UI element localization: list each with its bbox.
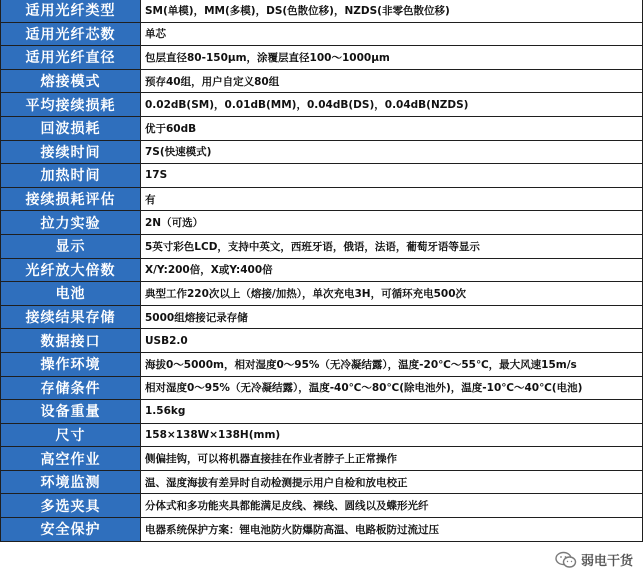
spec-label: 适用光纤直径 (1, 46, 141, 70)
spec-row (1, 116, 643, 140)
spec-value: 分体式和多功能夹具都能满足皮线、裸线、圆线以及蝶形光纤 (141, 494, 643, 518)
spec-label: 回波损耗 (1, 116, 141, 140)
spec-row (1, 282, 643, 306)
watermark-text: 弱电干货 (580, 554, 633, 569)
spec-label: 安全保护 (1, 518, 141, 542)
spec-label: 接续时间 (1, 140, 141, 164)
spec-value: 海拔0～5000m，相对湿度0～95%（无冷凝结露），温度-20℃～55℃，最大风速15m/s (141, 352, 643, 376)
spec-value: 0.02dB(SM)，0.01dB(MM)，0.04dB(DS)，0.04dB(NZDS) (141, 93, 643, 117)
spec-row (1, 400, 643, 424)
spec-row (1, 376, 643, 400)
spec-label: 尺寸 (1, 423, 141, 447)
spec-row (1, 423, 643, 447)
watermark (553, 549, 637, 570)
spec-row (1, 22, 643, 46)
spec-label: 光纤放大倍数 (1, 258, 141, 282)
spec-label: 显示 (1, 234, 141, 258)
spec-label: 设备重量 (1, 400, 141, 424)
spec-label: 接续结果存储 (1, 305, 141, 329)
wechat-icon (555, 551, 577, 569)
spec-row (1, 46, 643, 70)
spec-value: 7S(快速模式) (141, 140, 643, 164)
spec-value: 相对湿度0～95%（无冷凝结露），温度-40℃～80℃(除电池外)，温度-10℃～40℃(电池) (141, 376, 643, 400)
spec-label: 熔接模式 (1, 69, 141, 93)
spec-value: 温、湿度海拔有差异时自动检测提示用户自检和放电校正 (141, 470, 643, 494)
spec-label: 接续损耗评估 (1, 187, 141, 211)
spec-row (1, 494, 643, 518)
spec-value: 1.56kg (141, 400, 643, 424)
spec-row (1, 329, 643, 353)
spec-label: 存储条件 (1, 376, 141, 400)
spec-row (1, 0, 643, 22)
spec-row (1, 305, 643, 329)
spec-row (1, 447, 643, 471)
spec-value: 5000组熔接记录存储 (141, 305, 643, 329)
spec-label: 数据接口 (1, 329, 141, 353)
spec-label: 多选夹具 (1, 494, 141, 518)
spec-value: 优于60dB (141, 116, 643, 140)
spec-value: 包层直径80-150μm，涂覆层直径100～1000μm (141, 46, 643, 70)
spec-value: 侧偏挂钩，可以将机器直接挂在作业者脖子上正常操作 (141, 447, 643, 471)
spec-value: USB2.0 (141, 329, 643, 353)
spec-label: 适用光纤类型 (1, 0, 141, 22)
spec-value: X/Y:200倍，X或Y:400倍 (141, 258, 643, 282)
spec-value: 电器系统保护方案：锂电池防火防爆防高温、电路板防过流过压 (141, 518, 643, 542)
spec-label: 高空作业 (1, 447, 141, 471)
spec-row (1, 234, 643, 258)
spec-label: 平均接续损耗 (1, 93, 141, 117)
spec-label: 操作环境 (1, 352, 141, 376)
spec-row (1, 187, 643, 211)
spec-label: 适用光纤芯数 (1, 22, 141, 46)
spec-row (1, 258, 643, 282)
spec-label: 电池 (1, 282, 141, 306)
spec-value: 有 (141, 187, 643, 211)
spec-label: 加热时间 (1, 164, 141, 188)
spec-table-body (1, 0, 643, 541)
spec-value: 5英寸彩色LCD，支持中英文，西班牙语，俄语，法语，葡萄牙语等显示 (141, 234, 643, 258)
spec-value: 单芯 (141, 22, 643, 46)
spec-row (1, 93, 643, 117)
spec-label: 环境监测 (1, 470, 141, 494)
spec-value: 158×138W×138H(mm) (141, 423, 643, 447)
spec-row (1, 211, 643, 235)
spec-value: 2N（可选） (141, 211, 643, 235)
spec-value: 17S (141, 164, 643, 188)
spec-value: 预存40组，用户自定义80组 (141, 69, 643, 93)
spec-row (1, 352, 643, 376)
spec-row (1, 140, 643, 164)
spec-row (1, 518, 643, 542)
spec-row (1, 69, 643, 93)
spec-row (1, 164, 643, 188)
spec-label: 拉力实验 (1, 211, 141, 235)
spec-value: 典型工作220次以上（熔接/加热），单次充电3H，可循环充电500次 (141, 282, 643, 306)
spec-row (1, 470, 643, 494)
spec-value: SM(单模)，MM(多模)，DS(色散位移)，NZDS(非零色散位移) (141, 0, 643, 22)
